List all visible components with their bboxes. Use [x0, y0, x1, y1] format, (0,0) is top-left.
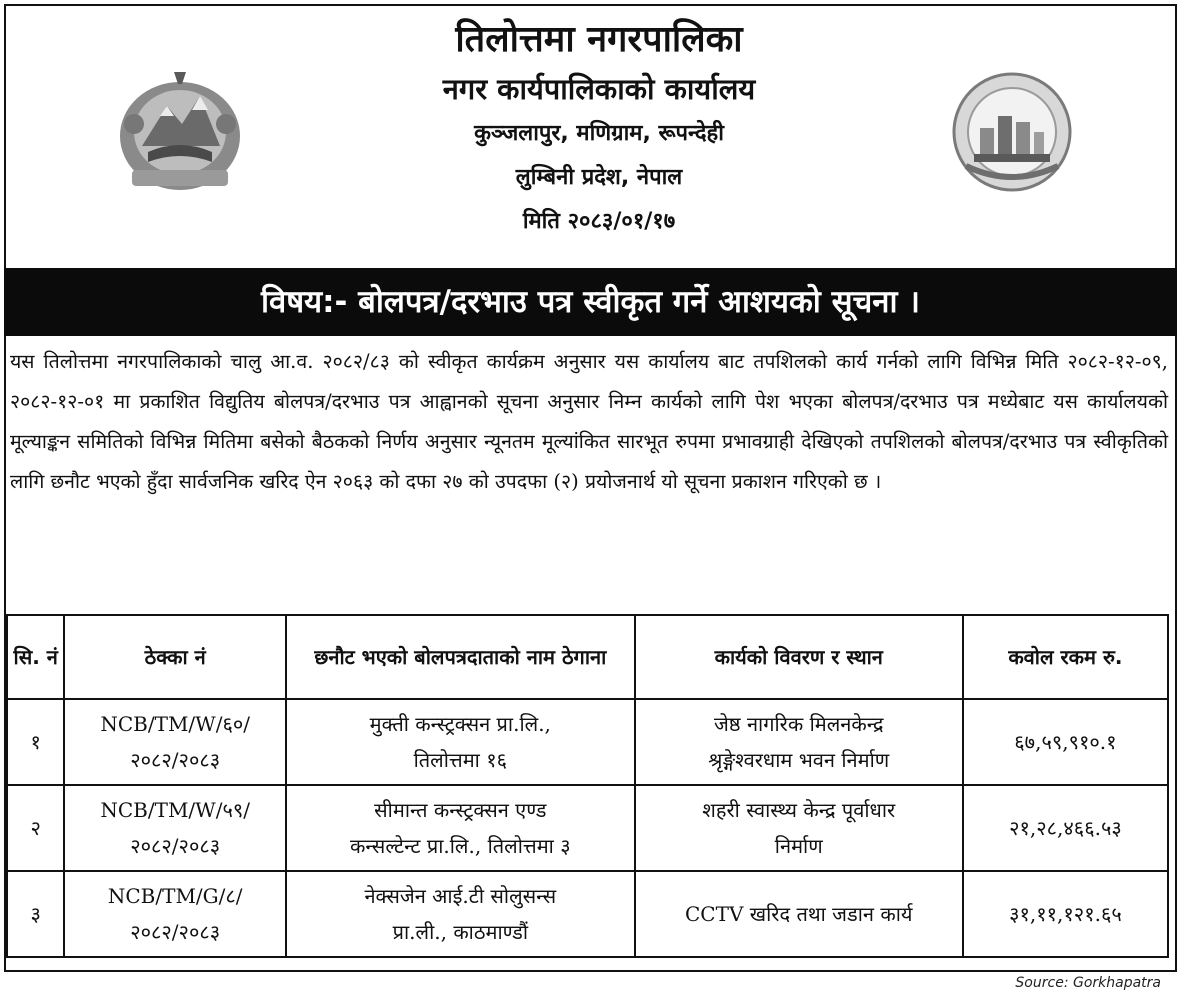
contract-no: NCB/TM/G/८/	[107, 884, 243, 908]
bidder-address: तिलोत्तमा १६	[413, 748, 508, 772]
header-sn: सि. नं	[7, 615, 64, 699]
contract-year: २०८२/२०८३	[130, 834, 221, 858]
letterhead-lines	[254, 14, 944, 244]
table-row	[7, 871, 1168, 957]
office-name: नगर कार्यपालिकाको कार्यालय	[442, 72, 756, 106]
work-line-1: शहरी स्वास्थ्य केन्द्र पूर्वाधार	[702, 798, 896, 822]
cell-work: CCTV खरिद तथा जडान कार्य	[635, 871, 963, 957]
notice-body: यस तिलोत्तमा नगरपालिकाको चालु आ.व. २०८२/८३ को स्वीकृत कार्यक्रम अनुसार यस कार्यालय बाट तपशिलको कार्य गर्नको लागि विभिन्न मिति २०८२-१२-०९, २०८२-१२-०१ मा प्रकाशित विद्युतिय बोलपत्र/दरभाउ पत्र आह्वानको सूचना अनुसार निम्न कार्यको लागि पेश भएका बोलपत्र/दरभाउ पत्र मध्येबाट यस कार्यालयको मूल्याङ्कन समितिको विभिन्न मितिमा बसेको बैठकको निर्णय अनुसार न्यूनतम मूल्यांकित सारभूत रुपमा प्रभावग्राही देखिएको तपशिलको बोलपत्र/दरभाउ पत्र स्वीकृतिको लागि छनौट भएको हुँदा सार्वजनिक खरिद ऐन २०६३ को दफा २७ को उपदफा (२) प्रयोजनार्थ यो सूचना प्रकाशन गरिएको छ ।	[10, 350, 1168, 493]
cell-bidder	[286, 699, 635, 785]
cell-contract	[64, 785, 286, 871]
cell-sn: १	[7, 699, 64, 785]
cell-sn: ३	[7, 871, 64, 957]
work-line-2: निर्माण	[774, 834, 823, 858]
municipality-logo-icon	[950, 70, 1074, 194]
notice-date: मिति २०८३/०१/१७	[522, 209, 676, 234]
cell-work	[635, 785, 963, 871]
province-country: लुम्बिनी प्रदेश, नेपाल	[515, 165, 683, 190]
bidder-name: सीमान्त कन्स्ट्रक्सन एण्ड	[374, 798, 547, 822]
contract-no: NCB/TM/W/६०/	[100, 712, 250, 736]
cell-amount: २१,२८,४६६.५३	[963, 785, 1168, 871]
nepal-emblem-icon	[112, 66, 248, 198]
cell-contract	[64, 871, 286, 957]
table-row	[7, 699, 1168, 785]
header-bidder: छनौट भएको बोलपत्रदाताको नाम ठेगाना	[286, 615, 635, 699]
bidder-address: प्रा.ली., काठमाण्डौं	[392, 920, 529, 944]
contract-year: २०८२/२०८३	[130, 748, 221, 772]
table-row	[7, 785, 1168, 871]
municipality-name: तिलोत्तमा नगरपालिका	[455, 19, 743, 60]
office-address: कुञ्जलापुर, मणिग्राम, रूपन्देही	[474, 121, 724, 146]
table-header-row	[7, 615, 1168, 699]
bidder-address: कन्सल्टेन्ट प्रा.लि., तिलोत्तमा ३	[350, 834, 571, 858]
contract-year: २०८२/२०८३	[130, 920, 221, 944]
cell-contract	[64, 699, 286, 785]
cell-work	[635, 699, 963, 785]
selected-bids-table	[6, 614, 1169, 958]
bidder-name: नेक्सजेन आई.टी सोलुसन्स	[364, 884, 557, 908]
work-line-2: श्रृङ्गेश्वरधाम भवन निर्माण	[708, 748, 890, 772]
cell-bidder	[286, 871, 635, 957]
contract-no: NCB/TM/W/५९/	[100, 798, 250, 822]
header-amount: कवोल रकम रु.	[963, 615, 1168, 699]
bidder-name: मुक्ती कन्स्ट्रक्सन प्रा.लि.,	[369, 712, 551, 736]
letterhead	[4, 4, 1177, 268]
subject-banner: विषय:- बोलपत्र/दरभाउ पत्र स्वीकृत गर्ने आशयको सूचना ।	[4, 268, 1177, 336]
cell-sn: २	[7, 785, 64, 871]
work-line-1: जेष्ठ नागरिक मिलनकेन्द्र	[713, 712, 884, 736]
source-credit: Source: Gorkhapatra	[1015, 975, 1161, 991]
cell-bidder	[286, 785, 635, 871]
header-work: कार्यको विवरण र स्थान	[635, 615, 963, 699]
header-contract-no: ठेक्का नं	[64, 615, 286, 699]
cell-amount: ३१,११,१२१.६५	[963, 871, 1168, 957]
cell-amount: ६७,५९,९१०.१	[963, 699, 1168, 785]
